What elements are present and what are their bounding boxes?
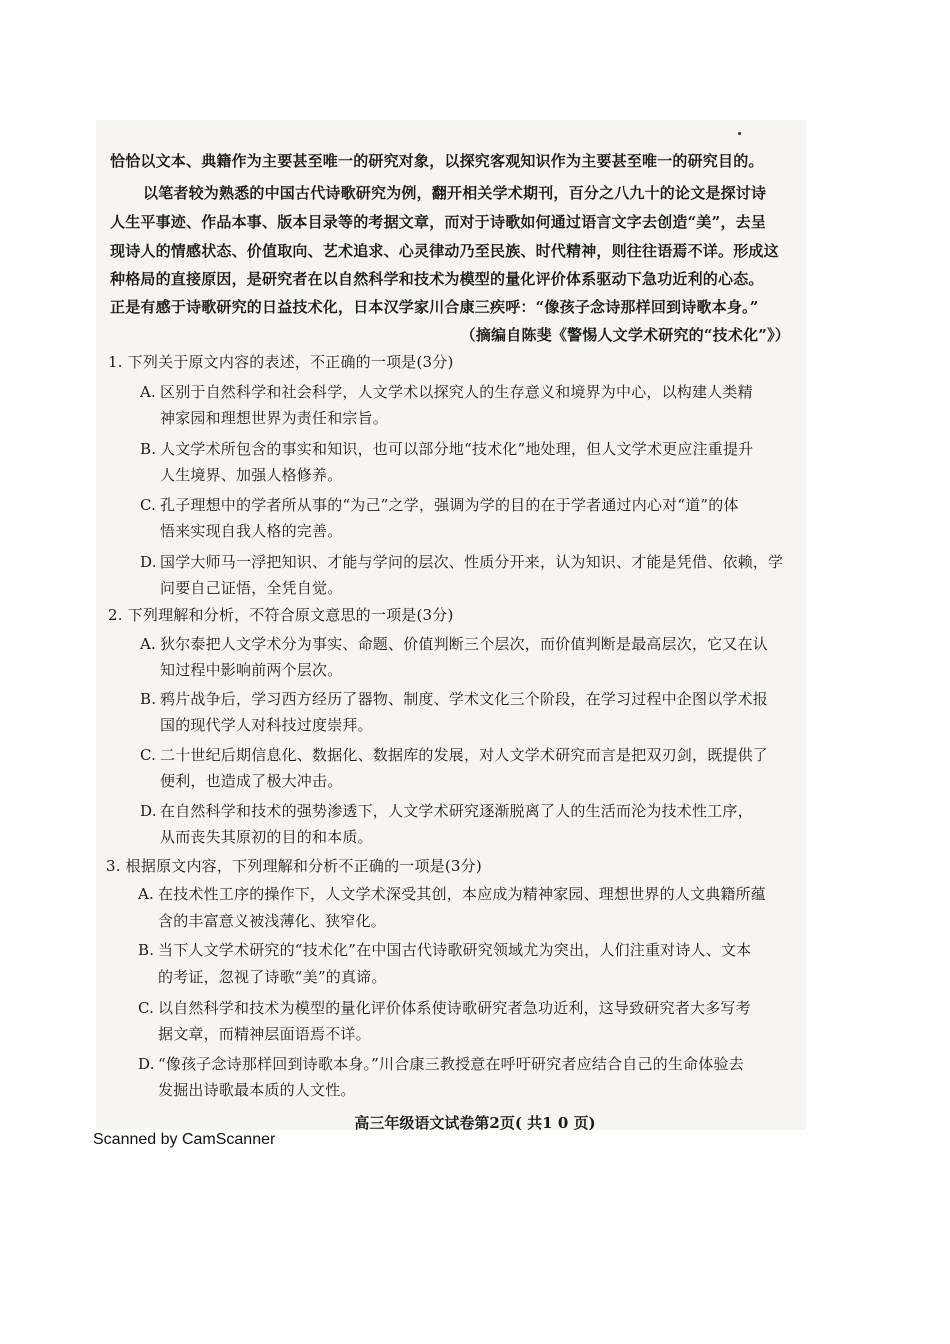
option-text-cont: 发掘出诗歌最本质的人文性。 xyxy=(158,1081,356,1099)
option-text: 人文学术所包含的事实和知识，也可以部分地“技术化”地处理，但人文学术更应注重提升 xyxy=(160,440,754,458)
question-stem: 2. 下列理解和分析，不符合原文意思的一项是(3分) xyxy=(108,606,454,624)
option-text: “像孩子念诗那样回到诗歌本身。”川合康三教授意在呼吁研究者应结合自己的生命体验去 xyxy=(158,1055,744,1073)
option-text-cont: 问要自己证悟，全凭自觉。 xyxy=(160,579,343,597)
option-text: 在技术性工序的操作下，人文学术深受其创，本应成为精神家园、理想世界的人文典籍所蕴 xyxy=(158,885,767,903)
option-b xyxy=(140,689,768,709)
option-text: 国学大师马一浮把知识、才能与学问的层次、性质分开来，认为知识、才能是凭借、依赖，学 xyxy=(160,553,784,571)
option-text-cont: 的考证，忽视了诗歌“美”的真谛。 xyxy=(158,968,387,986)
passage-line: 恰恰以文本、典籍作为主要甚至唯一的研究对象，以探究客观知识作为主要甚至唯一的研究目的。 xyxy=(110,152,764,170)
passage-line: 正是有感于诗歌研究的日益技术化，日本汉学家川合康三疾呼：“像孩子念诗那样回到诗歌本身。” xyxy=(110,298,759,316)
option-text: 当下人文学术研究的“技术化”在中国古代诗歌研究领域尤为突出，人们注重对诗人、文本 xyxy=(158,941,752,959)
option-letter: A. xyxy=(140,635,157,653)
option-b xyxy=(140,439,753,459)
option-text: 二十世纪后期信息化、数据化、数据库的发展，对人文学术研究而言是把双刃剑，既提供了 xyxy=(160,746,769,764)
page-footer: 高三年级语文试卷第2页( 共1 0 页) xyxy=(354,1114,596,1132)
option-b xyxy=(138,940,751,960)
option-c xyxy=(140,745,768,765)
option-text-cont: 国的现代学人对科技过度崇拜。 xyxy=(160,716,373,734)
passage-source: （摘编自陈斐《警惕人文学术研究的“技术化”》） xyxy=(460,326,790,344)
option-letter: B. xyxy=(140,440,157,458)
option-text: 在自然科学和技术的强势渗透下，人文学术研究逐渐脱离了人的生活而沦为技术性工序， xyxy=(160,802,753,820)
camscanner-watermark: Scanned by CamScanner xyxy=(93,1131,276,1148)
option-text: 以自然科学和技术为模型的量化评价体系使诗歌研究者急功近利，这导致研究者大多写考 xyxy=(158,999,751,1017)
option-letter: A. xyxy=(140,383,157,401)
option-d xyxy=(140,552,783,572)
option-letter: B. xyxy=(140,690,157,708)
option-c xyxy=(138,998,751,1018)
option-letter: D. xyxy=(140,802,157,820)
option-letter: A. xyxy=(138,885,155,903)
option-letter: C. xyxy=(140,746,157,764)
option-text-cont: 神家园和理想世界为责任和宗旨。 xyxy=(160,409,389,427)
option-a xyxy=(140,382,753,402)
option-letter: D. xyxy=(140,553,157,571)
option-letter: C. xyxy=(140,496,157,514)
option-text-cont: 从而丧失其原初的目的和本质。 xyxy=(160,828,373,846)
option-text-cont: 悟来实现自我人格的完善。 xyxy=(160,522,343,540)
option-letter: D. xyxy=(138,1055,155,1073)
option-text: 孔子理想中的学者所从事的“为己”之学，强调为学的目的在于学者通过内心对“道”的体 xyxy=(160,496,739,514)
option-d xyxy=(140,801,753,821)
option-text: 区别于自然科学和社会科学，人文学术以探究人的生存意义和境界为中心，以构建人类精 xyxy=(160,383,753,401)
option-text-cont: 人生境界、加强人格修养。 xyxy=(160,466,343,484)
option-text: 鸦片战争后，学习西方经历了器物、制度、学术文化三个阶段，在学习过程中企图以学术报 xyxy=(160,690,769,708)
option-text: 狄尔泰把人文学术分为事实、命题、价值判断三个层次，而价值判断是最高层次，它又在认 xyxy=(160,635,769,653)
scan-speck xyxy=(738,132,741,135)
option-letter: C. xyxy=(138,999,155,1017)
option-d xyxy=(138,1054,744,1074)
option-text-cont: 据文章，而精神层面语焉不详。 xyxy=(158,1025,371,1043)
option-letter: B. xyxy=(138,941,155,959)
passage-line: 以笔者较为熟悉的中国古代诗歌研究为例，翻开相关学术期刊，百分之八九十的论文是探讨诗 xyxy=(143,184,767,202)
option-c xyxy=(140,495,739,515)
question-stem: 1. 下列关于原文内容的表述，不正确的一项是(3分) xyxy=(108,353,454,371)
passage-line: 现诗人的情感状态、价值取向、艺术追求、心灵律动乃至民族、时代精神，则往往语焉不详。形成这 xyxy=(110,242,779,260)
passage-line: 人生平事迹、作品本事、版本目录等的考据文章，而对于诗歌如何通过语言文字去创造“美”，去呈 xyxy=(110,213,767,231)
option-text-cont: 知过程中影响前两个层次。 xyxy=(160,661,343,679)
option-a xyxy=(138,884,766,904)
option-a xyxy=(140,634,768,654)
question-stem: 3. 根据原文内容，下列理解和分析不正确的一项是(3分) xyxy=(106,857,482,875)
option-text-cont: 含的丰富意义被浅薄化、狭窄化。 xyxy=(158,912,387,930)
passage-line: 种格局的直接原因，是研究者在以自然科学和技术为模型的量化评价体系驱动下急功近利的心态。 xyxy=(110,270,764,288)
option-text-cont: 便利，也造成了极大冲击。 xyxy=(160,772,343,790)
